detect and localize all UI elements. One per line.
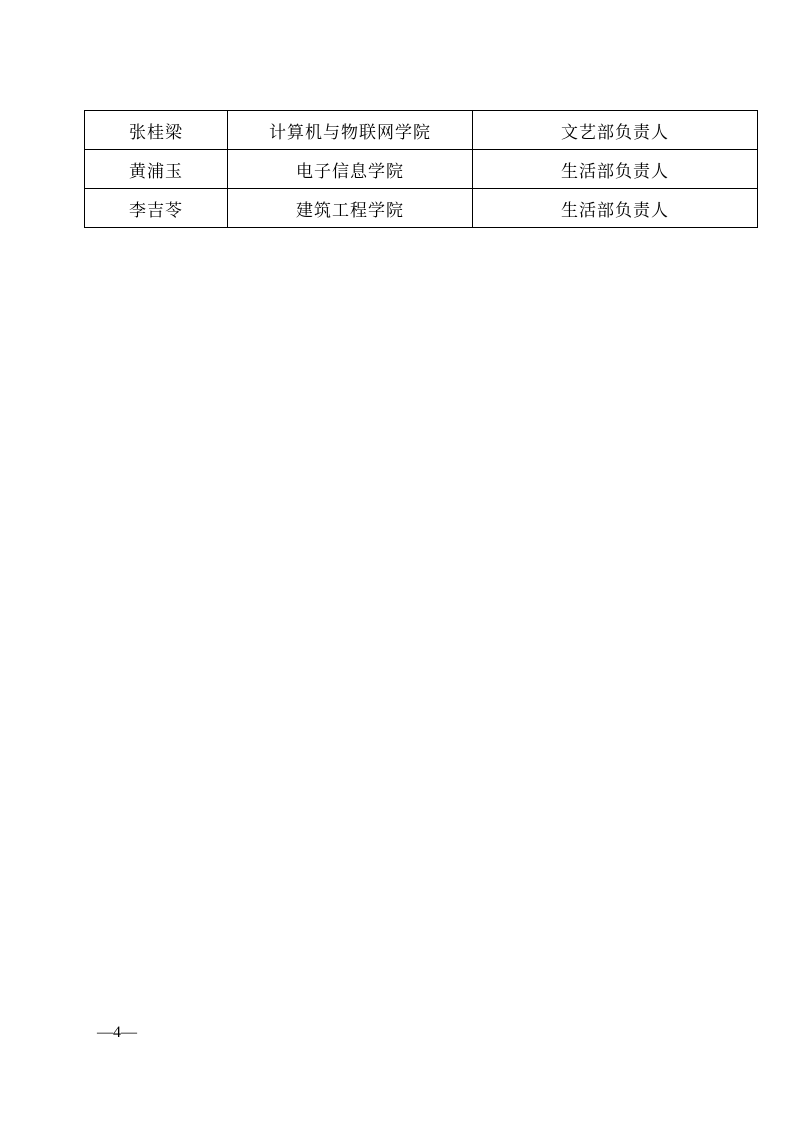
table-row [85,150,758,189]
table-row [85,189,758,228]
cell-name: 黄浦玉 [85,150,228,189]
roster-table [84,110,758,228]
cell-name: 张桂梁 [85,111,228,150]
table-body [85,111,758,228]
cell-name: 李吉苓 [85,189,228,228]
cell-role: 生活部负责人 [473,150,758,189]
cell-college: 建筑工程学院 [228,189,473,228]
cell-role: 文艺部负责人 [473,111,758,150]
cell-college: 计算机与物联网学院 [228,111,473,150]
cell-college: 电子信息学院 [228,150,473,189]
page-number: —4— [97,1024,137,1041]
cell-role: 生活部负责人 [473,189,758,228]
page-footer [0,1024,794,1042]
table-row [85,111,758,150]
